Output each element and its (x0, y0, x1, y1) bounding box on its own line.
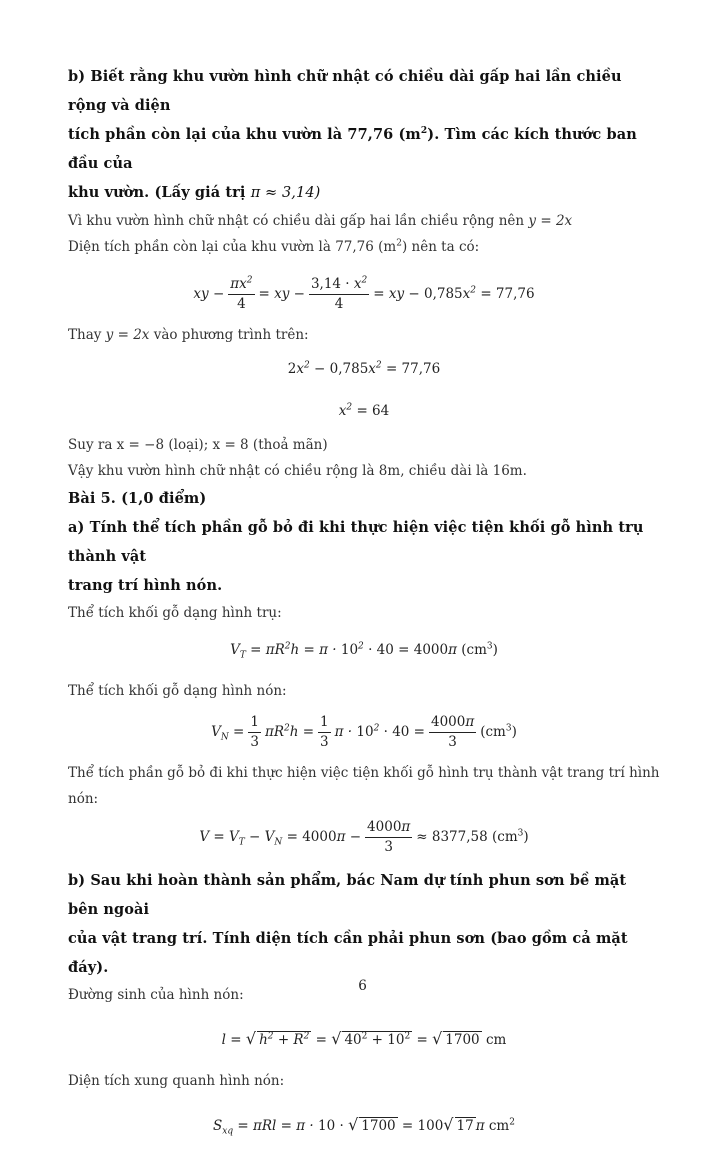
page-number: 6 (358, 978, 367, 994)
question-b-line-2: tích phần còn lại của khu vườn là 77,76 $(m^2)$. Tìm các kích thước ban đầu của (68, 126, 637, 172)
vol-removed-line: Thể tích phần gỗ bỏ đi khi thực hiện việc tiện khối gỗ hình trụ thành vật trang trí hình nón: (68, 765, 660, 807)
bai5-question-a: a) Tính thể tích phần gỗ bỏ đi khi thực hiện việc tiện khối gỗ hình trụ thành vật trang trí hình nón. (68, 519, 644, 594)
equation-area: xy − $\frac{\pi x^2}{4}$ = xy − $\frac{3,14 \cdot x^2}{4}$ = xy − $0,785x^2 = 77,76$ (193, 275, 535, 312)
pi-approx: π ≈ 3,14) (250, 185, 321, 201)
equation-slant: l = √ $h^2 + R^2$ = √ $40^2 + 10^2$ = √ 1700 cm (221, 1028, 507, 1048)
question-b-line-3: khu vườn. (Lấy giá trị π ≈ 3,14) (68, 184, 321, 201)
equation-lateral: $S_{xq} = \pi Rl = \pi \cdot 10$ · √ 1700 = 100√ 17 π $cm^2$ (213, 1114, 515, 1137)
bai5-question-b: b) Sau khi hoàn thành sản phẩm, bác Nam dự tính phun sơn bề mặt bên ngoài của vật trang trí. Tính diện tích cần phải phun sơn (bao gồm cả mặt đáy). (68, 872, 628, 976)
vol-cylinder-line: Thể tích khối gỗ dạng hình trụ: (68, 605, 282, 621)
slant-line: Đường sinh của hình nón: (68, 987, 244, 1003)
equation-vol-removed: $V = V_T - V_N = 4000\pi$ − $\frac{4000\pi}{3}$ ≈ 8377,58 $(cm^3)$ (199, 818, 529, 855)
substitute-line: Thay y = 2x vào phương trình trên: (68, 327, 309, 343)
lateral-line: Diện tích xung quanh hình nón: (68, 1073, 285, 1089)
question-b-line-1: b) Biết rằng khu vườn hình chữ nhật có chiều dài gấp hai lần chiều rộng và diện (68, 68, 622, 114)
conclusion-line: Vậy khu vườn hình chữ nhật có chiều rộng là 8m, chiều dài là 16m. (68, 463, 527, 479)
equation-x-squared: $x^2 = 64$ (338, 402, 390, 419)
equation-quadratic: $2x^2 - 0,785x^2 = 77,76$ (287, 360, 441, 377)
question-b-text (68, 62, 660, 208)
area-line: Diện tích phần còn lại của khu vườn là 77,76 $(m^2)$ nên ta có: (68, 238, 480, 255)
equation-vol-cylinder: $V_T = \pi R^2h = \pi \cdot 10^2 \cdot 40 = 4000\pi$ $(cm^3)$ (230, 641, 498, 661)
reason-line: Vì khu vườn hình chữ nhật có chiều dài gấp hai lần chiều rộng nên y = 2x (68, 213, 573, 229)
result-line: Suy ra x = −8 (loại); x = 8 (thoả mãn) (68, 437, 328, 453)
bai5-title: Bài 5. (1,0 điểm) (68, 490, 207, 507)
equation-vol-cone: $V_N$ = $\frac{1}{3}$ $\pi R^2h$ = $\frac{1}{3}$ $\pi \cdot 10^2 \cdot 40$ = $\frac{4000\pi}{3}$ $(cm^3)$ (211, 713, 517, 750)
vol-cone-line: Thể tích khối gỗ dạng hình nón: (68, 683, 287, 699)
